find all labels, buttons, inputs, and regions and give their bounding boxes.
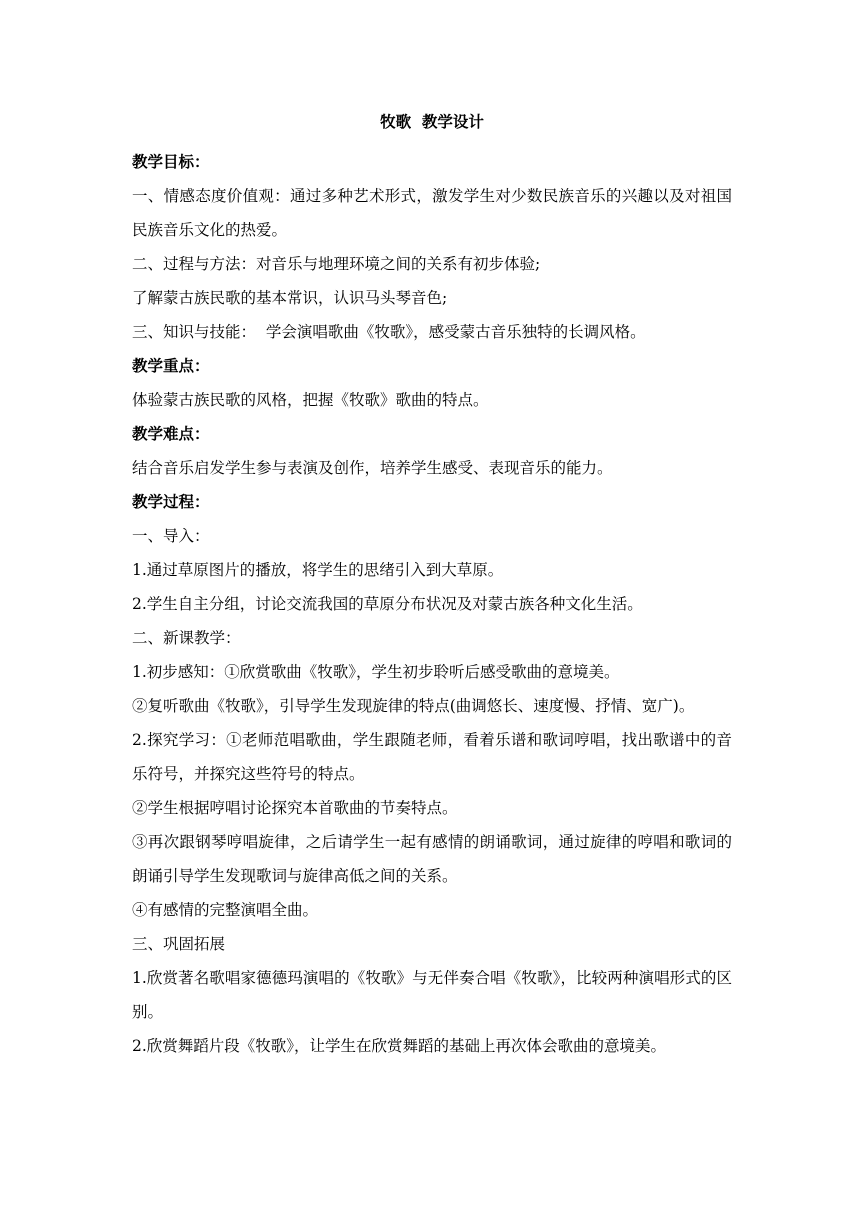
new-lesson-item-2c: ③再次跟钢琴哼唱旋律，之后请学生一起有感情的朗诵歌词，通过旋律的哼唱和歌词的朗诵引导学生发现歌词与旋律高低之间的关系。 bbox=[132, 833, 732, 885]
difficult-points-heading: 教学难点： bbox=[132, 424, 210, 443]
key-points-heading: 教学重点： bbox=[132, 356, 210, 375]
objective-2: 二、过程与方法：对音乐与地理环境之间的关系有初步体验; bbox=[132, 255, 541, 273]
objective-3: 三、知识与技能： 学会演唱歌曲《牧歌》，感受蒙古音乐独特的长调风格。 bbox=[132, 323, 646, 341]
consolidation-item-2: 2.欣赏舞蹈片段《牧歌》，让学生在欣赏舞蹈的基础上再次体会歌曲的意境美。 bbox=[132, 1037, 667, 1055]
section-intro-heading: 一、导入： bbox=[132, 527, 210, 545]
process-heading: 教学过程： bbox=[132, 492, 210, 511]
new-lesson-item-1: 1.初步感知：①欣赏歌曲《牧歌》，学生初步聆听后感受歌曲的意境美。 bbox=[132, 663, 620, 681]
new-lesson-item-2d: ④有感情的完整演唱全曲。 bbox=[132, 901, 319, 919]
consolidation-item-1: 1.欣赏著名歌唱家德德玛演唱的《牧歌》与无伴奏合唱《牧歌》，比较两种演唱形式的区别。 bbox=[132, 969, 732, 1021]
key-points-text: 体验蒙古族民歌的风格，把握《牧歌》歌曲的特点。 bbox=[132, 391, 489, 409]
intro-item-1: 1.通过草原图片的播放，将学生的思绪引入到大草原。 bbox=[132, 561, 504, 579]
section-new-lesson-heading: 二、新课教学： bbox=[132, 629, 241, 647]
section-consolidation-heading: 三、巩固拓展 bbox=[132, 935, 226, 953]
document-title: 牧歌 教学设计 bbox=[380, 112, 484, 131]
new-lesson-item-2b: ②学生根据哼唱讨论探究本首歌曲的节奏特点。 bbox=[132, 799, 458, 817]
document-page bbox=[132, 109, 732, 1063]
new-lesson-item-2: 2.探究学习：①老师范唱歌曲，学生跟随老师，看着乐谱和歌词哼唱，找出歌谱中的音乐符号，并探究这些符号的特点。 bbox=[132, 731, 732, 783]
objective-2-continued: 了解蒙古族民歌的基本常识，认识马头琴音色; bbox=[132, 289, 448, 307]
intro-item-2: 2.学生自主分组，讨论交流我国的草原分布状况及对蒙古族各种文化生活。 bbox=[132, 595, 643, 613]
new-lesson-item-1b: ②复听歌曲《牧歌》，引导学生发现旋律的特点(曲调悠长、速度慢、抒情、宽广)。 bbox=[132, 697, 695, 715]
objectives-heading: 教学目标： bbox=[132, 152, 210, 171]
objective-1: 一、情感态度价值观：通过多种艺术形式，激发学生对少数民族音乐的兴趣以及对祖国民族音乐文化的热爱。 bbox=[132, 187, 732, 239]
difficult-points-text: 结合音乐启发学生参与表演及创作，培养学生感受、表现音乐的能力。 bbox=[132, 459, 613, 477]
